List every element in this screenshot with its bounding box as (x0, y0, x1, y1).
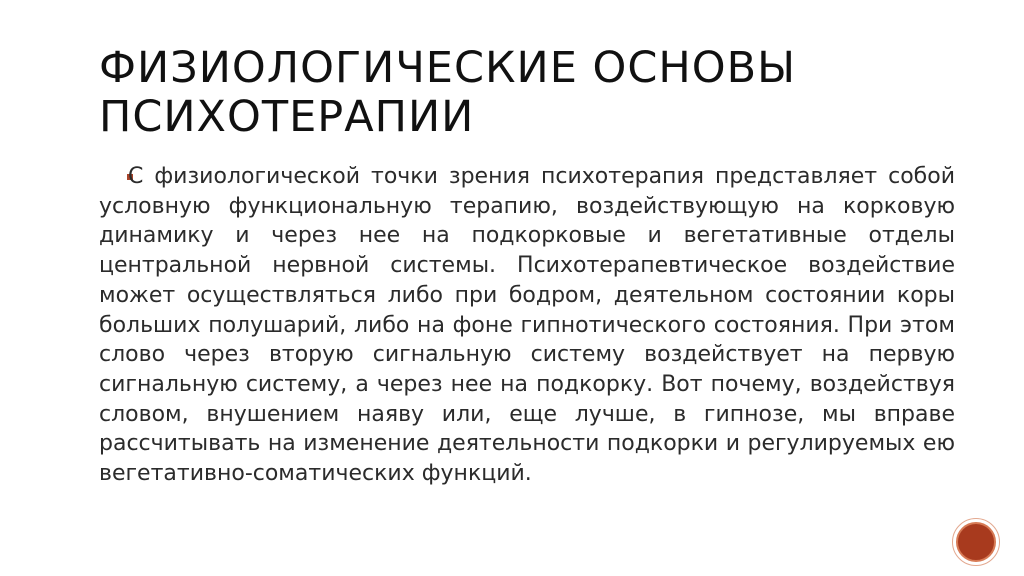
slide-title-line-1: ФИЗИОЛОГИЧЕСКИЕ ОСНОВЫ (99, 43, 797, 93)
slide-title-line-2: ПСИХОТЕРАПИИ (99, 92, 475, 142)
slide-number-badge-icon (956, 522, 996, 562)
slide-body-text: С физиологической точки зрения психотерапия представляет собой условную функциональную терапию, воздействующую на корковую динамику и через нее на подкорковые и вегетативные отделы центральной нервной системы. Психотерапевтическое воздействие может осуществляться либо при бодром, деятельном состоянии коры больших полушарий, либо на фоне гипнотического состояния. При этом слово через вторую сигнальную систему воздействует на первую сигнальную систему, а через нее на подкорку. Вот почему, воздействуя словом, внушением наяву или, еще лучше, в гипнозе, мы вправе рассчитывать на изменение деятельности подкорки и регулируемых ею вегетативно-соматических функций. (99, 164, 955, 487)
slide-title (99, 44, 959, 142)
